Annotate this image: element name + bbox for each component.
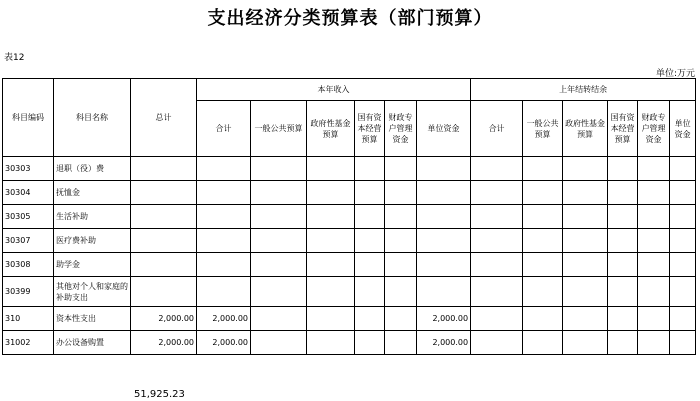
cell-ty-unit <box>417 181 471 205</box>
table-row <box>3 253 696 277</box>
cell-code: 31002 <box>3 331 54 355</box>
cell-code: 30307 <box>3 229 54 253</box>
cell-name: 助学金 <box>54 253 131 277</box>
cell-ty-unit <box>417 157 471 181</box>
cell-name: 医疗费补助 <box>54 229 131 253</box>
budget-table <box>2 78 696 355</box>
header-ly-state-capital: 国有资本经营预算 <box>608 101 638 157</box>
cell-total <box>131 181 197 205</box>
cell-ty-unit: 2,000.00 <box>417 331 471 355</box>
header-ty-sum: 合计 <box>197 101 251 157</box>
header-ty-general: 一般公共预算 <box>251 101 307 157</box>
cell-ty-sum: 2,000.00 <box>197 307 251 331</box>
header-ly-special-account: 财政专户管理资金 <box>638 101 670 157</box>
cell-total <box>131 277 197 307</box>
cell-ty-unit <box>417 277 471 307</box>
cell-ty-unit <box>417 253 471 277</box>
cell-name: 资本性支出 <box>54 307 131 331</box>
cell-ty-sum <box>197 205 251 229</box>
cell-ty-sum <box>197 277 251 307</box>
bottom-total: 51,925.23 <box>134 389 185 400</box>
cell-name: 其他对个人和家庭的补助支出 <box>54 277 131 307</box>
cell-total <box>131 157 197 181</box>
document-title: 支出经济分类预算表（部门预算） <box>207 8 493 29</box>
table-row <box>3 277 696 307</box>
table-row <box>3 229 696 253</box>
cell-ty-unit <box>417 229 471 253</box>
table-row <box>3 205 696 229</box>
header-code: 科目编码 <box>3 79 54 157</box>
cell-code: 30399 <box>3 277 54 307</box>
cell-total: 2,000.00 <box>131 331 197 355</box>
cell-total <box>131 205 197 229</box>
cell-total <box>131 229 197 253</box>
header-name: 科目名称 <box>54 79 131 157</box>
header-ly-sum: 合计 <box>471 101 523 157</box>
cell-ty-sum: 2,000.00 <box>197 331 251 355</box>
header-ty-fund: 政府性基金预算 <box>307 101 355 157</box>
cell-ty-unit: 2,000.00 <box>417 307 471 331</box>
header-ty-special-account: 财政专户管理资金 <box>385 101 417 157</box>
unit-label: 单位:万元 <box>655 69 695 79</box>
cell-ty-sum <box>197 157 251 181</box>
header-last-year: 上年结转结余 <box>471 79 696 101</box>
cell-name: 抚恤金 <box>54 181 131 205</box>
cell-name: 退职（役）费 <box>54 157 131 181</box>
header-total: 总计 <box>131 79 197 157</box>
cell-code: 30304 <box>3 181 54 205</box>
cell-name: 办公设备购置 <box>54 331 131 355</box>
table-row <box>3 157 696 181</box>
cell-ty-sum <box>197 181 251 205</box>
cell-code: 310 <box>3 307 54 331</box>
cell-ty-sum <box>197 253 251 277</box>
header-ty-state-capital: 国有资本经营预算 <box>355 101 385 157</box>
table-number: 表12 <box>4 53 25 63</box>
cell-code: 30305 <box>3 205 54 229</box>
table-row <box>3 181 696 205</box>
header-ly-fund: 政府性基金预算 <box>563 101 608 157</box>
cell-code: 30303 <box>3 157 54 181</box>
cell-ty-unit <box>417 205 471 229</box>
table-row <box>3 307 696 331</box>
cell-code: 30308 <box>3 253 54 277</box>
cell-total: 2,000.00 <box>131 307 197 331</box>
header-ly-unit-funds: 单位资金 <box>670 101 696 157</box>
header-row-1 <box>3 79 696 101</box>
header-this-year: 本年收入 <box>197 79 471 101</box>
table-row <box>3 331 696 355</box>
cell-name: 生活补助 <box>54 205 131 229</box>
header-ty-unit-funds: 单位资金 <box>417 101 471 157</box>
cell-ty-sum <box>197 229 251 253</box>
cell-total <box>131 253 197 277</box>
header-ly-general: 一般公共预算 <box>523 101 563 157</box>
